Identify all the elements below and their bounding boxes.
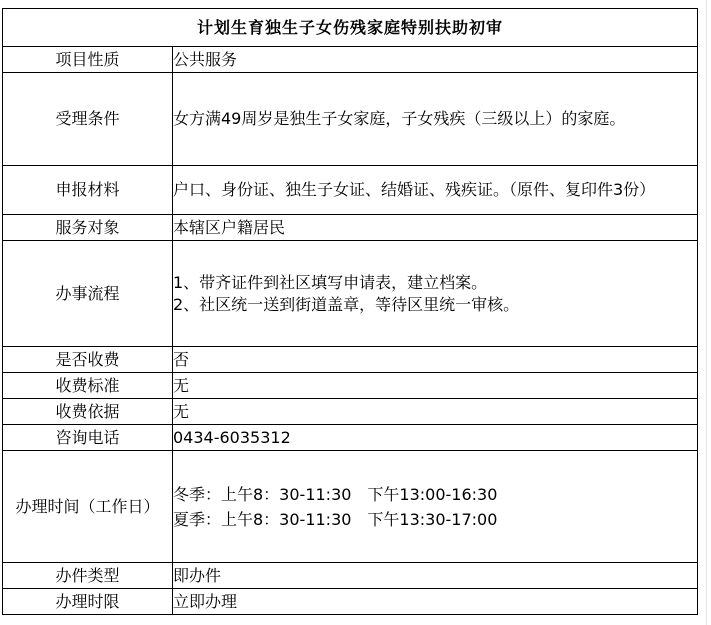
label-service-target[interactable]: 服务对象: [3, 215, 173, 241]
table-row: [3, 399, 698, 425]
process-step: 2、社区统一送到街道盖章，等待区里统一审核。: [173, 294, 520, 314]
label-fee-basis[interactable]: 收费依据: [3, 399, 173, 425]
label-materials[interactable]: 申报材料: [3, 166, 173, 215]
table-row: [3, 215, 698, 241]
value-fee[interactable]: 否: [173, 347, 698, 373]
label-fee-standard[interactable]: 收费标准: [3, 373, 173, 399]
table-row: [3, 451, 698, 563]
value-fee-basis[interactable]: 无: [173, 399, 698, 425]
table-row: [3, 589, 698, 615]
value-type[interactable]: 即办件: [173, 563, 698, 589]
table-row: [3, 563, 698, 589]
process-step: 1、带齐证件到社区填写申请表，建立档案。: [173, 272, 488, 292]
value-phone[interactable]: 0434-6035312: [173, 425, 698, 451]
label-conditions[interactable]: 受理条件: [3, 73, 173, 166]
label-fee[interactable]: 是否收费: [3, 347, 173, 373]
value-conditions[interactable]: 女方满49周岁是独生子女家庭，子女残疾（三级以上）的家庭。: [173, 73, 698, 166]
label-hours-text: 办理时间（工作日）: [15, 496, 160, 516]
value-process[interactable]: [173, 241, 698, 347]
table-row: [3, 373, 698, 399]
table-row: [3, 73, 698, 166]
value-hours[interactable]: [173, 451, 698, 563]
value-time-limit[interactable]: 立即办理: [173, 589, 698, 615]
label-phone[interactable]: 咨询电话: [3, 425, 173, 451]
label-type[interactable]: 办件类型: [3, 563, 173, 589]
service-info-table: [2, 8, 698, 615]
value-service-target[interactable]: 本辖区户籍居民: [173, 215, 698, 241]
hours-summer: 夏季：上午8：30-11:30 下午13:30-17:00: [173, 509, 498, 529]
gridline: [706, 0, 707, 625]
value-materials[interactable]: 户口、身份证、独生子女证、结婚证、残疾证。（原件、复印件3份）: [173, 166, 698, 215]
label-hours[interactable]: [3, 451, 173, 563]
table-row: [3, 47, 698, 73]
label-process[interactable]: 办事流程: [3, 241, 173, 347]
table-row: [3, 166, 698, 215]
value-item-nature[interactable]: 公共服务: [173, 47, 698, 73]
table-row: [3, 425, 698, 451]
hours-winter: 冬季：上午8：30-11:30 下午13:00-16:30: [173, 484, 498, 504]
label-time-limit[interactable]: 办理时限: [3, 589, 173, 615]
title-row: [3, 9, 698, 47]
table-row: [3, 241, 698, 347]
page-title[interactable]: 计划生育独生子女伤残家庭特别扶助初审: [3, 9, 698, 47]
label-item-nature[interactable]: 项目性质: [3, 47, 173, 73]
value-fee-standard[interactable]: 无: [173, 373, 698, 399]
table-row: [3, 347, 698, 373]
